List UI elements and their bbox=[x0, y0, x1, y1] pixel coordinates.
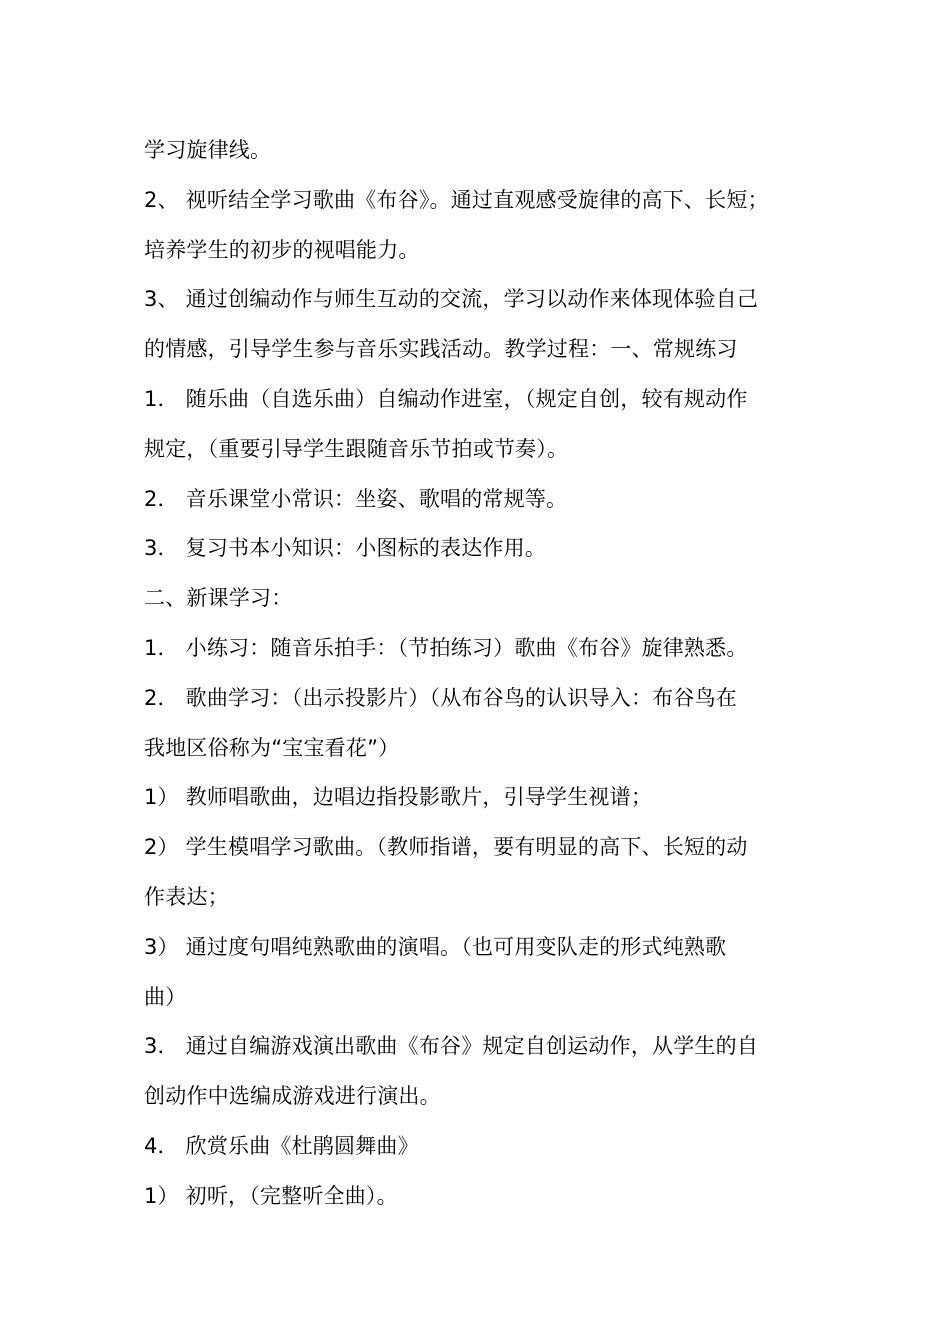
text-line: 3） 通过度句唱纯熟歌曲的演唱。（也可用变队走的形式纯熟歌 bbox=[144, 934, 727, 959]
text-line: 学习旋律线。 bbox=[144, 138, 272, 162]
text-line: 4． 欣赏乐曲《杜鹃圆舞曲》 bbox=[144, 1133, 419, 1158]
text-line: 我地区俗称为“宝宝看花”） bbox=[144, 735, 400, 760]
text-line: 创动作中选编成游戏进行演出。 bbox=[144, 1084, 441, 1109]
text-line: 2． 歌曲学习：（出示投影片）（从布谷鸟的认识导入：布谷鸟在 bbox=[144, 685, 738, 710]
text-line: 2、 视听结全学习歌曲《布谷》。通过直观感受旋律的高下、长短； bbox=[144, 187, 769, 212]
document-body bbox=[144, 126, 834, 1222]
text-line: 3、 通过创编动作与师生互动的交流，学习以动作来体现体验自己 bbox=[144, 287, 759, 312]
text-line: 1． 小练习：随音乐拍手：（节拍练习）歌曲《布谷》旋律熟悉。 bbox=[144, 635, 748, 660]
text-line: 培养学生的初步的视唱能力。 bbox=[144, 237, 420, 262]
text-line: 1） 教师唱歌曲，边唱边指投影歌片，引导学生视谱； bbox=[144, 785, 653, 810]
text-line: 曲） bbox=[144, 984, 187, 1009]
text-line: 1） 初听，（完整听全曲）。 bbox=[144, 1183, 398, 1208]
text-line: 规定，（重要引导学生跟随音乐节拍或节奏）。 bbox=[144, 436, 569, 461]
section-heading: 二、新课学习： bbox=[144, 586, 293, 611]
text-line: 3． 复习书本小知识：小图标的表达作用。 bbox=[144, 536, 547, 561]
text-line: 3． 通过自编游戏演出歌曲《布谷》规定自创运动作，从学生的自 bbox=[144, 1034, 759, 1059]
text-line: 2． 音乐课堂小常识：坐姿、歌唱的常规等。 bbox=[144, 486, 568, 511]
text-line: 2） 学生模唱学习歌曲。（教师指谱，要有明显的高下、长短的动 bbox=[144, 835, 748, 860]
text-line: 1． 随乐曲（自选乐曲）自编动作进室，（规定自创，较有规动作 bbox=[144, 386, 748, 411]
text-line: 作表达； bbox=[144, 884, 229, 909]
text-line: 的情感，引导学生参与音乐实践活动。教学过程：一、常规练习 bbox=[144, 337, 738, 362]
